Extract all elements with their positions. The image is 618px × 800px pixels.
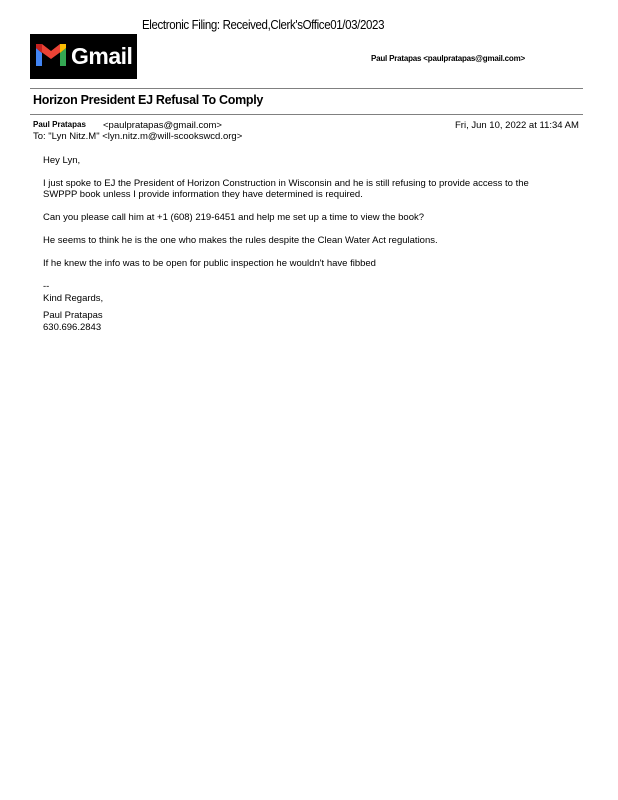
paragraph-1-line-2: SWPPP book unless I provide information they have determined is required.	[43, 189, 363, 201]
divider-top	[30, 88, 583, 89]
gmail-m-icon	[34, 42, 68, 68]
paragraph-3: He seems to think he is the one who makes the rules despite the Clean Water Act regulations.	[43, 235, 438, 247]
email-subject: Horizon President EJ Refusal To Comply	[33, 93, 264, 107]
filing-stamp: Electronic Filing: Received,Clerk'sOffice01/03/2023	[142, 18, 385, 32]
divider-subject	[30, 114, 583, 115]
paragraph-1	[43, 178, 578, 201]
sender-name: Paul Pratapas	[33, 120, 86, 129]
signature-phone: 630.696.2843	[43, 321, 102, 333]
paragraph-2: Can you please call him at +1 (608) 219-6451 and help me set up a time to view the book?	[43, 212, 425, 224]
signature-name: Paul Pratapas	[43, 310, 103, 322]
account-label: Paul Pratapas <paulpratapas@gmail.com>	[370, 54, 525, 63]
greeting: Hey Lyn,	[43, 155, 81, 166]
email-body	[43, 155, 578, 333]
gmail-logo	[30, 34, 137, 79]
signature-dash: --	[43, 281, 50, 293]
recipient-row: To: "Lyn Nitz.M" <lyn.nitz.m@will-scookswcd.org>	[33, 131, 243, 142]
paragraph-1-line-1: I just spoke to EJ the President of Horizon Construction in Wisconsin and he is still refusing to provide access to the	[43, 178, 529, 189]
gmail-wordmark: Gmail	[71, 43, 133, 69]
sender-email: <paulpratapas@gmail.com>	[103, 120, 222, 131]
signature-closing: Kind Regards,	[43, 292, 104, 304]
signature-contact	[43, 310, 578, 333]
signature-block	[43, 281, 578, 304]
paragraph-4: If he knew the info was to be open for public inspection he wouldn't have fibbed	[43, 258, 376, 270]
email-date: Fri, Jun 10, 2022 at 11:34 AM	[455, 120, 579, 131]
